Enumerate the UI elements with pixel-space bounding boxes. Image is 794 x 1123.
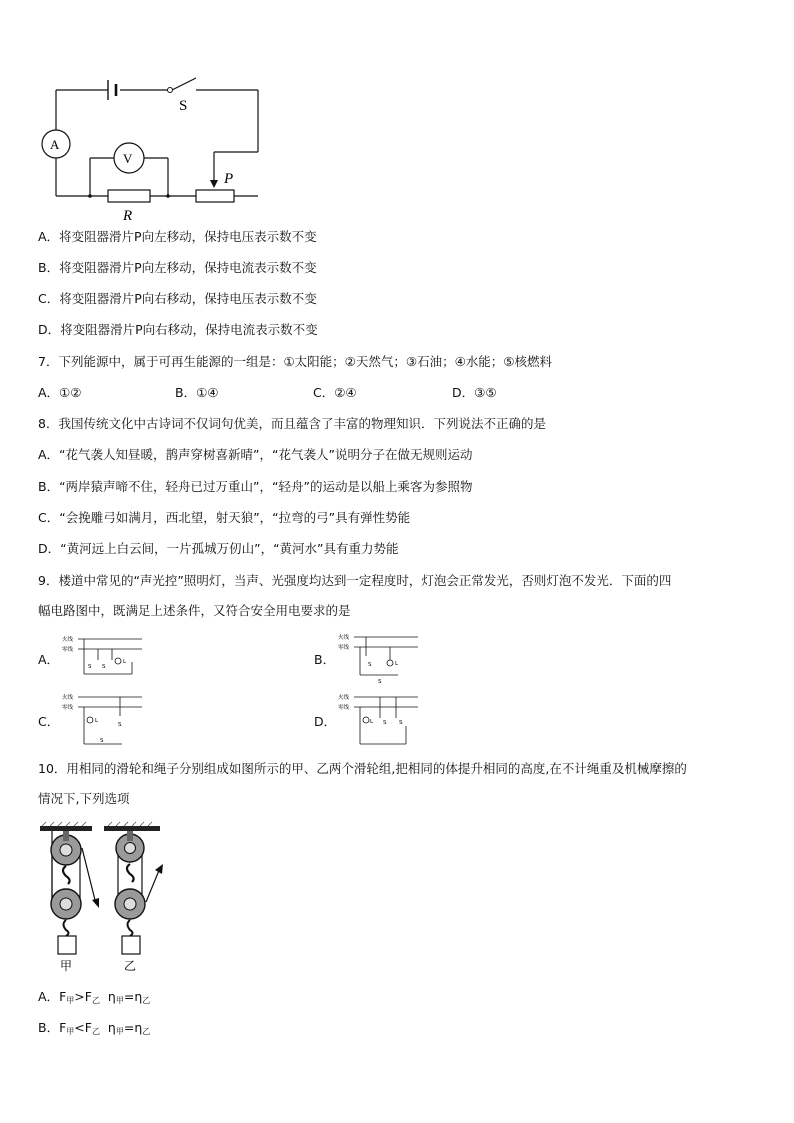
equals-op: = bbox=[123, 1020, 135, 1035]
q7-option-a[interactable]: A．①② bbox=[38, 385, 82, 400]
option-prefix: A． bbox=[38, 989, 60, 1004]
q6-option-d[interactable]: D．将变阻器滑片P向右移动，保持电流表示数不变 bbox=[38, 322, 318, 337]
switch-label: S bbox=[179, 98, 188, 114]
q10-stem-line2: 情况下,下列选项 bbox=[38, 791, 130, 806]
q9-stem-line1: 9．楼道中常见的“声光控”照明灯，当声、光强度均达到一定程度时，灯泡会正常发光，否则灯泡不发光．下面的四 bbox=[38, 573, 672, 588]
q9-option-b[interactable]: B． bbox=[314, 652, 336, 667]
switch-pivot bbox=[168, 88, 173, 93]
label-yi: 乙 bbox=[124, 959, 137, 973]
q9-option-d[interactable]: D． bbox=[314, 714, 337, 729]
q10-stem-line1: 10．用相同的滑轮和绳子分别组成如图所示的甲、乙两个滑轮组,把相同的体提升相同的高度,在不计绳重及机械摩擦的 bbox=[38, 761, 687, 776]
subscript-jia: 甲 bbox=[115, 1027, 124, 1036]
q9-option-a[interactable]: A． bbox=[38, 652, 60, 667]
fire-wire-label: 火线 bbox=[338, 635, 350, 641]
q8-option-c[interactable]: C．“会挽雕弓如满月，西北望，射天狼”，“拉弯的弓”具有弹性势能 bbox=[38, 510, 411, 525]
subscript-yi: 乙 bbox=[91, 1027, 100, 1036]
switch-s2-label: S bbox=[118, 722, 122, 728]
neutral-wire-label: 零线 bbox=[338, 705, 350, 711]
q8-option-a[interactable]: A．“花气袭人知昼暖，鹊声穿树喜新晴”，“花气袭人”说明分子在做无规则运动 bbox=[38, 447, 473, 462]
switch-s2-label: S bbox=[378, 679, 382, 684]
rheostat-symbol bbox=[196, 190, 234, 202]
subscript-yi: 乙 bbox=[142, 996, 151, 1005]
neutral-wire-label: 零线 bbox=[338, 645, 350, 651]
force-symbol: F bbox=[84, 989, 92, 1004]
option-prefix: B． bbox=[38, 1020, 60, 1035]
q9-option-c[interactable]: C． bbox=[38, 714, 60, 729]
circuit-diagram bbox=[36, 72, 276, 224]
switch-s1-label: S bbox=[88, 664, 92, 670]
subscript-jia: 甲 bbox=[115, 996, 124, 1005]
comparison-op: < bbox=[74, 1020, 85, 1035]
force-symbol: F bbox=[84, 1020, 92, 1035]
neutral-wire-label: 零线 bbox=[62, 647, 74, 653]
q9-circuit-c bbox=[62, 690, 144, 748]
ammeter-label: A bbox=[50, 137, 60, 152]
fire-wire-label: 火线 bbox=[338, 695, 350, 701]
lamp-label: L bbox=[123, 659, 127, 665]
neutral-wire-label: 零线 bbox=[62, 705, 74, 711]
subscript-jia: 甲 bbox=[66, 996, 75, 1005]
switch-s1-label: S bbox=[368, 662, 372, 668]
lamp-label: L bbox=[395, 661, 399, 667]
q6-option-a[interactable]: A．将变阻器滑片P向左移动，保持电压表示数不变 bbox=[38, 229, 317, 244]
resistor-symbol bbox=[108, 190, 150, 202]
switch-s1-label: S bbox=[100, 738, 104, 744]
efficiency-symbol: η bbox=[107, 989, 116, 1004]
fire-wire-label: 火线 bbox=[62, 637, 74, 643]
efficiency-symbol: η bbox=[134, 1020, 143, 1035]
q7-option-c[interactable]: C．②④ bbox=[313, 385, 357, 400]
q9-circuit-a bbox=[62, 632, 144, 680]
equals-op: = bbox=[123, 989, 135, 1004]
weight-jia bbox=[58, 936, 76, 954]
subscript-yi: 乙 bbox=[142, 1027, 151, 1036]
slider-label: P bbox=[224, 171, 234, 187]
q9-stem-line2: 幅电路图中，既满足上述条件，又符合安全用电要求的是 bbox=[38, 603, 351, 618]
q6-option-c[interactable]: C．将变阻器滑片P向右移动，保持电压表示数不变 bbox=[38, 291, 317, 306]
force-symbol: F bbox=[59, 1020, 67, 1035]
q8-option-d[interactable]: D．“黄河远上白云间，一片孤城万仞山”，“黄河水”具有重力势能 bbox=[38, 541, 399, 556]
comparison-op: > bbox=[74, 989, 85, 1004]
efficiency-symbol: η bbox=[107, 1020, 116, 1035]
q10-option-a[interactable] bbox=[38, 988, 150, 1010]
q10-option-b[interactable] bbox=[38, 1019, 150, 1041]
resistor-label: R bbox=[123, 208, 133, 224]
subscript-jia: 甲 bbox=[66, 1027, 75, 1036]
voltmeter-label: V bbox=[123, 151, 133, 166]
switch-s2-label: S bbox=[102, 664, 106, 670]
q9-circuit-d bbox=[338, 690, 420, 748]
weight-yi bbox=[122, 936, 140, 954]
q6-option-b[interactable]: B．将变阻器滑片P向左移动，保持电流表示数不变 bbox=[38, 260, 317, 275]
q8-option-b[interactable]: B．“两岸猿声啼不住，轻舟已过万重山”，“轻舟”的运动是以船上乘客为参照物 bbox=[38, 479, 473, 494]
switch-s2-label: S bbox=[399, 720, 403, 726]
lamp-label: L bbox=[95, 718, 99, 724]
q7-option-d[interactable]: D．③⑤ bbox=[452, 385, 497, 400]
q7-stem: 7．下列能源中，属于可再生能源的一组是：①太阳能；②天然气；③石油；④水能；⑤核燃料 bbox=[38, 354, 552, 369]
lamp-label: L bbox=[370, 719, 374, 725]
slider-arrow bbox=[210, 180, 218, 188]
label-jia: 甲 bbox=[60, 959, 73, 973]
subscript-yi: 乙 bbox=[91, 996, 100, 1005]
q7-option-b[interactable]: B．①④ bbox=[175, 385, 219, 400]
efficiency-symbol: η bbox=[134, 989, 143, 1004]
switch-s1-label: S bbox=[383, 720, 387, 726]
force-symbol: F bbox=[59, 989, 67, 1004]
q9-circuit-b bbox=[338, 630, 420, 684]
pulley-diagram bbox=[36, 822, 186, 978]
fire-wire-label: 火线 bbox=[62, 695, 74, 701]
q8-stem: 8．我国传统文化中古诗词不仅词句优美，而且蕴含了丰富的物理知识．下列说法不正确的是 bbox=[38, 416, 546, 431]
